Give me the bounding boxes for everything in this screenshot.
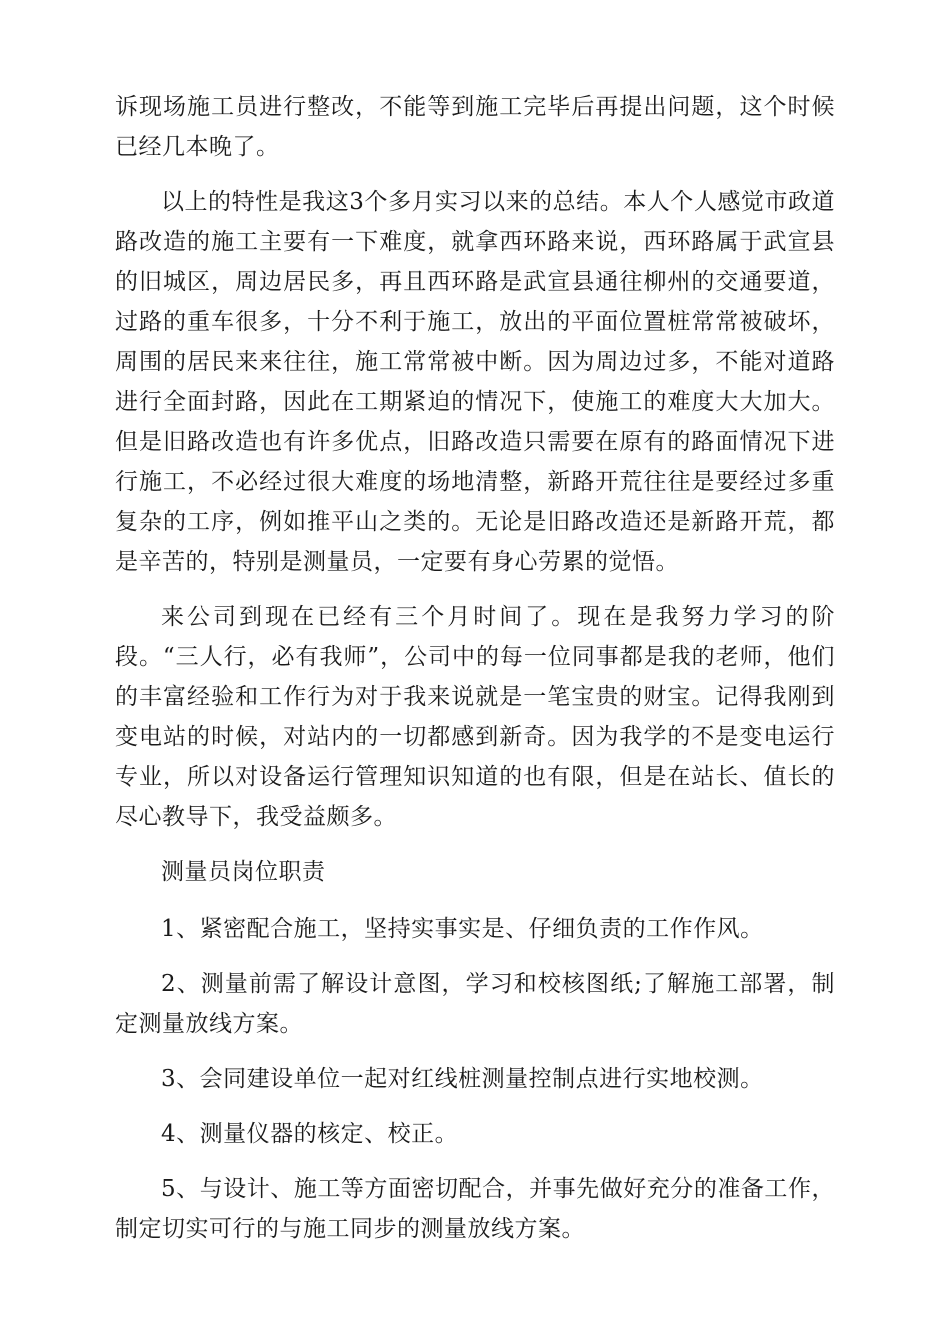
section-title: 测量员岗位职责	[161, 859, 326, 885]
paragraph-internship-summary: 以上的特性是我这3个多月实习以来的总结。本人个人感觉市政道路改造的施工主要有一下难度，就拿西环路来说，西环路属于武宣县的旧城区，周边居民多，再且西环路是武宣县通往柳州的交通要道，过路的重车很多，十分不利于施工，放出的平面位置桩常常被破坏，周围的居民来来往往，施工常常被中断。因为周边过多，不能对道路进行全面封路，因此在工期紧迫的情况下，使施工的难度大大加大。但是旧路改造也有许多优点，旧路改造只需要在原有的路面情况下进行施工，不必经过很大难度的场地清整，新路开荒往往是要经过多重复杂的工序，例如推平山之类的。无论是旧路改造还是新路开荒，都是辛苦的，特别是测量员，一定要有身心劳累的觉悟。	[115, 189, 835, 575]
duty-item-4: 4、测量仪器的核定、校正。	[161, 1121, 459, 1147]
duty-item-3: 3、会同建设单位一起对红线桩测量控制点进行实地校测。	[161, 1066, 764, 1092]
duty-item-5: 5、与设计、施工等方面密切配合，并事先做好充分的准备工作，制定切实可行的与施工同步的测量放线方案。	[115, 1176, 835, 1242]
paragraph-continuation: 诉现场施工员进行整改，不能等到施工完毕后再提出问题，这个时候已经几本晚了。	[115, 94, 835, 160]
duty-item-2: 2、测量前需了解设计意图，学习和校核图纸;了解施工部署，制定测量放线方案。	[115, 971, 835, 1037]
duty-item-1: 1、紧密配合施工，坚持实事实是、仔细负责的工作作风。	[161, 916, 764, 942]
document-page	[115, 87, 835, 1264]
paragraph-company-learning: 来公司到现在已经有三个月时间了。现在是我努力学习的阶段。“三人行，必有我师”，公司中的每一位同事都是我的老师，他们的丰富经验和工作行为对于我来说就是一笔宝贵的财宝。记得我刚到变电站的时候，对站内的一切都感到新奇。因为我学的不是变电运行专业，所以对设备运行管理知识知道的也有限，但是在站长、值长的尽心教导下，我受益颇多。	[115, 604, 835, 830]
